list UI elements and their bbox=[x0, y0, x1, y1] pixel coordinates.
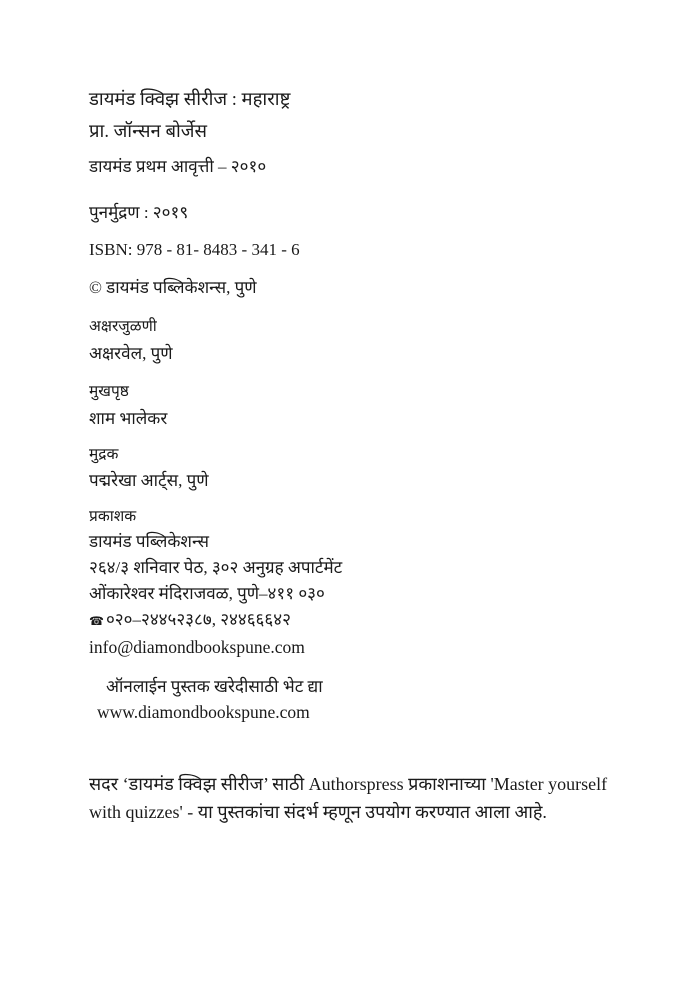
online-purchase-text: ऑनलाईन पुस्तक खरेदीसाठी भेट द्या bbox=[106, 677, 323, 696]
first-edition: डायमंड प्रथम आवृत्ती – २०१० bbox=[89, 157, 267, 176]
isbn: ISBN: 978 - 81- 8483 - 341 - 6 bbox=[89, 240, 300, 259]
copyright-line: © डायमंड पब्लिकेशन्स, पुणे bbox=[89, 278, 257, 297]
publisher-address-line1: २६४/३ शनिवार पेठ, ३०२ अनुग्रह अपार्टमेंट bbox=[89, 558, 343, 577]
printer-label: मुद्रक bbox=[89, 446, 119, 463]
publisher-phone bbox=[89, 610, 291, 630]
cover-label: मुखपृष्ठ bbox=[89, 383, 129, 400]
author-name: प्रा. जॉन्सन बोर्जेस bbox=[89, 122, 208, 142]
reference-note: सदर ‘डायमंड क्विझ सीरीज’ साठी Authorspress प्रकाशनाच्या 'Master yourself with quizzes' - या पुस्तकांचा संदर्भ म्हणून उपयोग करण्यात आला आहे. bbox=[89, 774, 608, 822]
website-link[interactable]: www.diamondbookspune.com bbox=[97, 702, 310, 722]
phone-number: ०२०–२४४५२३८७, २४४६६६४२ bbox=[105, 610, 291, 629]
publisher-address-line2: ओंकारेश्वर मंदिराजवळ, पुणे–४११ ०३० bbox=[89, 584, 325, 603]
phone-icon: ☎ bbox=[89, 614, 104, 628]
publisher-name: डायमंड पब्लिकेशन्स bbox=[89, 532, 209, 551]
typesetting-value: अक्षरवेल, पुणे bbox=[89, 344, 173, 363]
printer-value: पद्मरेखा आर्ट्स, पुणे bbox=[89, 471, 209, 490]
reprint-info: पुनर्मुद्रण : २०१९ bbox=[89, 203, 189, 222]
publisher-label: प्रकाशक bbox=[89, 508, 137, 525]
publisher-email[interactable]: info@diamondbookspune.com bbox=[89, 637, 305, 657]
typesetting-label: अक्षरजुळणी bbox=[89, 318, 157, 335]
series-title: डायमंड क्विझ सीरीज : महाराष्ट्र bbox=[89, 90, 291, 110]
cover-value: शाम भालेकर bbox=[89, 409, 168, 428]
